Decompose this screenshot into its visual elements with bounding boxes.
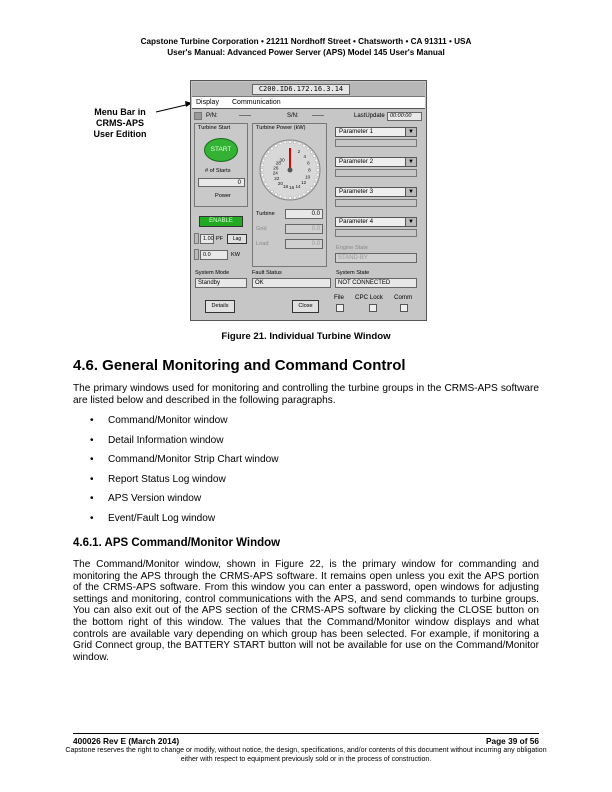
info-row [194, 111, 423, 121]
gauge-dot [271, 190, 274, 193]
parameter-4-value [335, 229, 417, 237]
num-starts-value: 0 [198, 178, 245, 187]
comm-indicator [400, 304, 408, 312]
gauge-tick-label: 2 [297, 148, 301, 154]
status-square [194, 112, 202, 120]
pn-value: —— [239, 113, 251, 119]
list-item: • Report Status Log window [73, 474, 279, 494]
enable-button[interactable]: ENABLE [199, 216, 243, 227]
system-mode-label: System Mode [195, 270, 230, 276]
menu-bar [192, 97, 425, 109]
grid-label: Grid [256, 226, 267, 232]
chevron-down-icon: ▼ [405, 128, 416, 136]
gauge-dot [289, 197, 292, 200]
gauge-dot [315, 159, 318, 162]
parameter-2-label: Parameter 2 [339, 158, 374, 165]
fault-status-value: OK [252, 278, 331, 288]
gauge-dot [284, 196, 287, 199]
sn-label: S/N: [287, 113, 299, 119]
menu-communication[interactable]: Communication [232, 99, 281, 106]
callout-line-1: Menu Bar in [94, 107, 146, 117]
parameter-3-value [335, 199, 417, 207]
chevron-down-icon: ▼ [405, 218, 416, 226]
gauge-dot [316, 173, 319, 176]
section-title: 4.6. General Monitoring and Command Control [73, 357, 406, 374]
parameter-1-select[interactable] [335, 127, 417, 137]
lag-button[interactable]: Lag [227, 234, 247, 244]
parameter-3-label: Parameter 3 [339, 188, 374, 195]
window-title: C200.ID6.172.16.3.14 [252, 84, 350, 95]
load-value: 0.0 [285, 239, 323, 249]
gauge-tick-label: 10 [305, 174, 311, 180]
menu-bar-callout [80, 107, 160, 140]
gauge-dot [275, 144, 278, 147]
last-update-label: LastUpdate [354, 113, 385, 119]
gauge-dot [303, 193, 306, 196]
pf-spinner[interactable] [194, 233, 199, 244]
list-item: • APS Version window [73, 493, 279, 513]
gauge-dot [307, 147, 310, 150]
gauge-dot [261, 173, 264, 176]
gauge-dot [262, 178, 265, 181]
header-line-2: User's Manual: Advanced Power Server (APS) Model 145 User's Manual [167, 48, 445, 57]
gauge-tick-label: 18 [282, 183, 289, 189]
list-item: • Detail Information window [73, 435, 279, 455]
gauge-dot [279, 142, 282, 145]
gauge-tick-label: 24 [272, 170, 278, 176]
gauge-dot [298, 142, 301, 145]
gauge-tick-label: 20 [277, 180, 283, 186]
gauge-dot [310, 151, 313, 154]
file-label: File [334, 294, 344, 301]
gauge-dot [275, 193, 278, 196]
subsection-body: The Command/Monitor window, shown in Figure 22, is the primary window for commanding and monitoring the APS through the CRMS-APS software. It remains open unless you exit the APS portion of the CRMS-APS software. From this window you can enter a password, open windows for adjusting settings and monitoring, control communications with the APS, and send commands to turbine groups. You can also exit out of the APS section of the CRMS-APS software by clicking the CLOSE button on the bottom right of this window. The values that the Command/Monitor window displays and what controls are available vary depending on which group has been selected. For example, if monitoring a Grid Connect group, the BATTERY START button will not be available for use on the Command/Monitor window. [73, 559, 539, 663]
gauge-dot [313, 155, 316, 158]
section-intro: The primary windows used for monitoring and controlling the turbine groups in the CRMS-APS software are listed below and described in the following paragraphs. [73, 383, 539, 406]
details-button[interactable]: Details [205, 300, 235, 313]
gauge-tick-label: 26 [273, 165, 279, 171]
gauge-tick-label: 16 [289, 185, 295, 191]
gauge-dot [316, 164, 319, 167]
window-titlebar [192, 82, 425, 97]
gauge-dot [317, 169, 320, 172]
list-item: • Event/Fault Log window [73, 513, 279, 533]
gauge-dot [267, 187, 270, 190]
callout-line-2: CRMS-APS [95, 118, 144, 128]
figure-caption: Figure 21. Individual Turbine Window [221, 331, 391, 342]
gauge-dot [261, 169, 264, 172]
turbine-power-panel [252, 123, 327, 267]
sn-value: —— [312, 113, 324, 119]
system-mode-value: Standby [195, 278, 247, 288]
gauge-dot [262, 159, 265, 162]
chevron-down-icon: ▼ [405, 188, 416, 196]
parameter-2-select[interactable] [335, 157, 417, 167]
gauge-tick-label: 4 [303, 153, 307, 159]
system-state-value: NOT CONNECTED [335, 278, 417, 288]
turbine-power-gauge [253, 134, 326, 204]
subsection-title: 4.6.1. APS Command/Monitor Window [73, 537, 281, 549]
gauge-dot [307, 190, 310, 193]
gauge-tick-label: 22 [274, 176, 280, 182]
kw-label: KW [231, 252, 241, 258]
kw-spinner[interactable] [194, 249, 199, 260]
engine-state-value: STAND-BY [335, 253, 417, 263]
turbine-start-panel [194, 123, 248, 207]
callout-line-3: User Edition [93, 129, 147, 139]
gauge-tick-label: 8 [308, 167, 311, 173]
gauge-tick-label: 12 [301, 180, 307, 186]
turbine-power-label: Turbine Power (kW) [256, 125, 306, 131]
list-item: • Command/Monitor window [73, 415, 279, 435]
last-update-value: 00:00:00 [387, 112, 422, 121]
parameter-1-value [335, 139, 417, 147]
pf-label: PF [216, 236, 224, 242]
gauge-dot [264, 183, 267, 186]
gauge-dot [289, 141, 292, 144]
window-list [73, 415, 279, 532]
power-label: Power [215, 193, 231, 199]
parameter-4-select[interactable] [335, 217, 417, 227]
gauge-dot [261, 164, 264, 167]
turbine-start-label: Turbine Start [198, 125, 231, 131]
gauge-dot [267, 151, 270, 154]
pf-value[interactable]: 1.00 [200, 234, 214, 244]
num-starts-label: # of Starts [205, 168, 231, 174]
list-item: • Command/Monitor Strip Chart window [73, 454, 279, 474]
pn-label: P/N: [206, 113, 218, 119]
gauge-dot [279, 195, 282, 198]
parameter-4-label: Parameter 4 [339, 218, 374, 225]
parameter-2-value [335, 169, 417, 177]
fault-status-label: Fault Status [252, 270, 282, 276]
gauge-tick-label: 30 [279, 157, 285, 163]
comm-label: Comm [394, 294, 413, 301]
gauge-dot [271, 147, 274, 150]
start-button[interactable]: START [204, 138, 238, 162]
system-state-label: System State [336, 270, 370, 276]
turbine-label: Turbine [256, 211, 275, 217]
header-line-1: Capstone Turbine Corporation • 21211 Nordhoff Street • Chatsworth • CA 91311 • USA [140, 37, 472, 46]
parameter-3-select[interactable] [335, 187, 417, 197]
turbine-value: 0.0 [285, 209, 323, 219]
file-indicator [336, 304, 344, 312]
gauge-dot [310, 187, 313, 190]
chevron-down-icon: ▼ [405, 158, 416, 166]
gauge-tick-label: 28 [275, 160, 281, 166]
gauge-tick-label: 6 [307, 160, 310, 166]
load-label: Load [256, 241, 269, 247]
gauge-tick-label: 14 [295, 183, 301, 189]
footer-doc-id: 400026 Rev E (March 2014) [73, 736, 180, 746]
cpc-lock-indicator [369, 304, 377, 312]
gauge-dot [298, 195, 301, 198]
individual-turbine-window [190, 80, 427, 321]
gauge-dot [313, 183, 316, 186]
gauge-dot [293, 141, 296, 144]
footer-page: Page 39 of 56 [485, 736, 539, 746]
footer-rule [73, 733, 539, 734]
cpc-lock-label: CPC Lock [355, 294, 383, 301]
gauge-hub [288, 168, 293, 173]
gauge-dot [315, 178, 318, 181]
close-button[interactable]: Close [292, 300, 319, 313]
kw-value[interactable]: 0.0 [200, 250, 228, 260]
menu-display[interactable]: Display [196, 99, 219, 106]
engine-state-label: Engine State [336, 245, 369, 251]
gauge-dot [264, 155, 267, 158]
gauge-dot [284, 141, 287, 144]
footer-disclaimer: Capstone reserves the right to change or modify, without notice, the design, specifications, and/or contents of this document without incurring any obligation either with respect to equipment previously sold or in the process of construction. [65, 747, 547, 763]
gauge-dot [293, 196, 296, 199]
parameter-1-label: Parameter 1 [339, 128, 374, 135]
grid-value: 0.0 [285, 224, 323, 234]
gauge-dot [303, 144, 306, 147]
